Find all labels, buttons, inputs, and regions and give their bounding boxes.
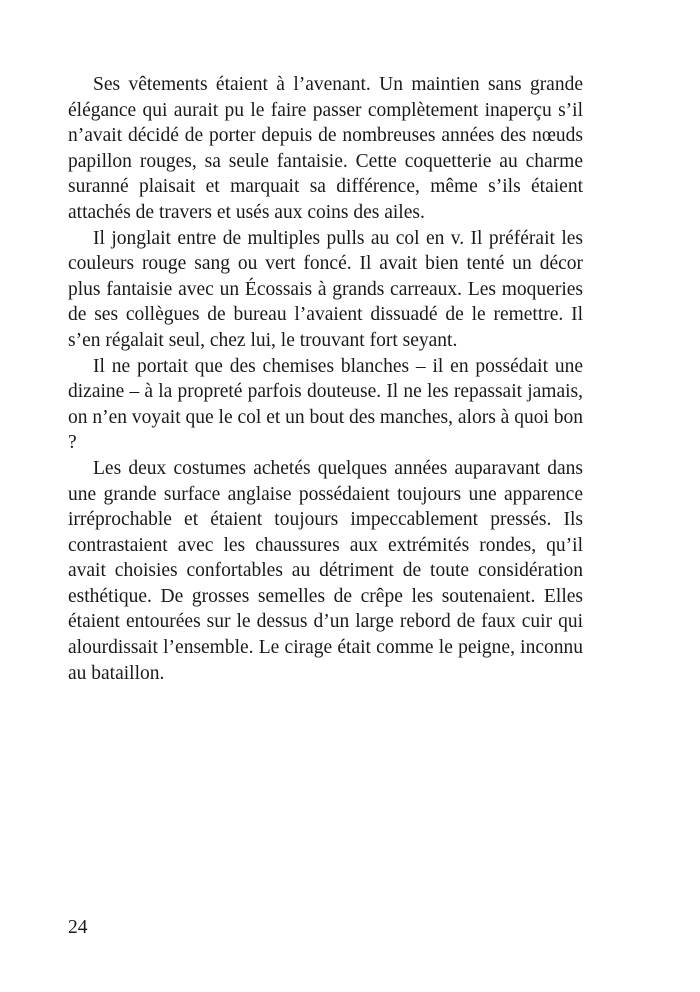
body-text	[68, 72, 583, 686]
paragraph-4: Les deux costumes achetés quelques années auparavant dans une grande surface anglaise possédaient toujours une apparence irréprochable et étaient toujours impeccablement pressés. Ils contrastaient avec les chaussures aux extrémités rondes, qu’il avait choisies confortables au détriment de toute considération esthétique. De grosses semelles de crêpe les soutenaient. Elles étaient entourées sur le dessus d’un large rebord de faux cuir qui alourdissait l’ensemble. Le cirage était comme le peigne, inconnu au bataillon.	[68, 457, 583, 684]
paragraph-2: Il jonglait entre de multiples pulls au col en v. Il préférait les couleurs rouge sang ou vert foncé. Il avait bien tenté un décor plus fantaisie avec un Écossais à grands carreaux. Les moqueries de ses collègues de bureau l’avaient dissuadé de le remettre. Il s’en régalait seul, chez lui, le trouvant fort seyant.	[68, 227, 583, 351]
paragraph-1: Ses vêtements étaient à l’avenant. Un maintien sans grande élégance qui aurait pu le faire passer complètement inaperçu s’il n’avait décidé de porter depuis de nombreuses années des nœuds papillon rouges, sa seule fantaisie. Cette coquetterie au charme suranné plaisait et marquait sa différence, même s’ils étaient attachés de travers et usés aux coins des ailes.	[68, 74, 583, 223]
paragraph-3: Il ne portait que des chemises blanches – il en possédait une dizaine – à la propreté parfois douteuse. Il ne les repassait jamais, on n’en voyait que le col et un bout des manches, alors à quoi bon ?	[68, 355, 583, 454]
page-number: 24	[68, 917, 88, 938]
